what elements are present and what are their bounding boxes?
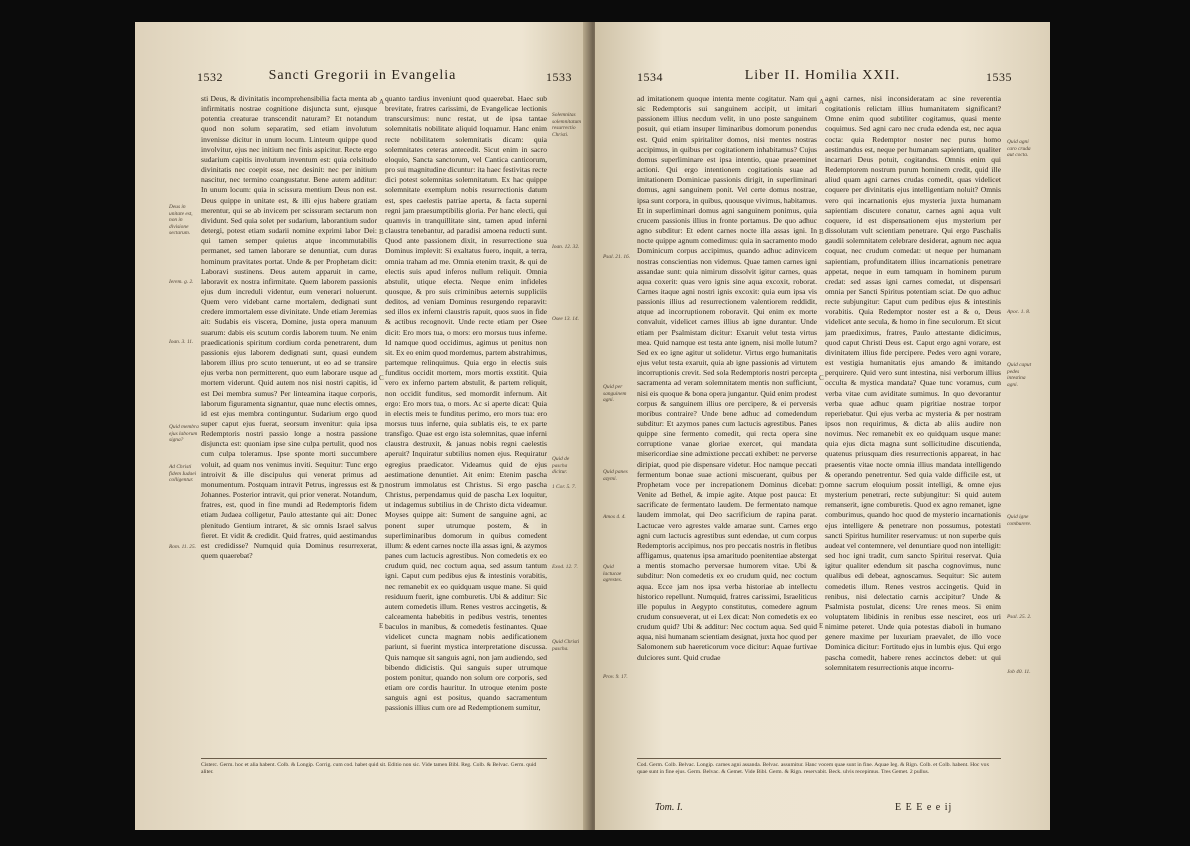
- margin-note: Quid membra ejus laborum signa?: [169, 424, 199, 444]
- section-letter: B: [379, 228, 384, 236]
- left-page-column-1: sti Deus, & divinitatis incomprehensibilia facta menta ab infirmitatis nostrae cognitione disjuncta sunt, ejusque potentia creaturae transcendit naturam? Et notandum quod non solum separatim, sed etiam involutum invenisse dicitur in unum locum. Linteum quippe quod involvitur, ejus nec initium nec finis aspicitur. Recte ergo sudarium capitis involutum inventum est: quia celsitudo divinitatis nec coepit esse, nec desinit: nec per initium nascitur, nec termino coangustatur. Bene autem additur: In unum locum: quia in scissura mentium Deus non est. Deus quippe in unitate est, & illi ejus habere gratiam merentur, qui se ab invicem per scissuram sectarum non dividunt. Sed quia solet per sudarium, laborantium sudor detergi, potest etiam sudarii nomine exprimi labor Dei: qui tamen semper quietus atque incommutabilis permanet, sed tamen laborare se denuntiat, cum duras hominum pravitates portat. Unde & per Prophetam dicit: Laboravi sustinens. Deus autem apparuit in carne, laboravit ex nostra infirmitate. Quem laborem passionis ejus dum increduli videntur, eum venerari noluerunt. Quem vero videbant carne mortalem, dedignati sunt credere immortalem esse divinitate. Unde etiam Jeremias ait: Sudabis eis viscera, Domine, justa opera manuum suarum: dabis eis scutum cordis laborem tuum. Ne enim praedicationis spiritum cordium corda penetrarent, dum passionis ejus laborem dedignati sunt, quasi eundem laborem illius pro scuto tenuerunt, ut eo ad se transire ejus verba non permitterent, quo eum laborare usque ad mortem viderunt. Quid autem nos nisi nostri capitis, id est Dei membra sumus? Per linteamina itaque corporis, laborum figuramenta signantur, quae nunc electis omnes, id est ejus membra continguntur. Sudarium ergo quod super caput ejus fuerat, seorsum invenitur: quia ipsa Redemptoris nostri passio longe a nostra passione disjuncta est: quoniam ipse sine culpa pertulit, quod nos cum culpa toleramus. Ipse sponte morti succumbere voluit, ad quam nos venimus inviti. Sequitur: Tunc ergo introivit & ille discipulus qui venerat primus ad monumentum. Postquam intravit Petrus, ingressus est & Johannes. Posterior intravit, qui prior venerat. Notandum, fratres, est, quod in fine mundi ad Redemptoris fidem etiam Judaea colligetur, Paulo attestante qui ait: Donec plenitudo Gentium intraret, & sic omnis Israel salvus fieret. Et vidit & credidit. Quid fratres, quid aestimandus est credidisse? Numquid quia Dominus resurrexerat, quem quaerebat?: [201, 94, 377, 561]
- margin-note: Rom. 11. 25.: [169, 544, 196, 550]
- margin-note: Apoc. 1. 8.: [1007, 309, 1031, 315]
- section-letter: D: [379, 482, 385, 490]
- section-letter: D: [819, 482, 825, 490]
- margin-note: Deus in unitate est, non in divisione sectarum.: [169, 204, 193, 237]
- page-number-1534: 1534: [637, 70, 663, 84]
- margin-note: Amos 4. 4.: [603, 514, 626, 520]
- margin-note: Quid lactucae agrestes.: [603, 564, 623, 584]
- page-number-1532: 1532: [197, 70, 223, 84]
- margin-note: Quid panes azymi.: [603, 469, 628, 482]
- margin-note: Quid igne comburere.: [1007, 514, 1032, 527]
- section-letter: C: [819, 374, 824, 382]
- footnote-rule: [637, 758, 1001, 759]
- margin-note: Quid caput pedes intestina agni.: [1007, 362, 1032, 388]
- left-footnotes: Cisterc. Germ. hoc et alia habent. Colb. & Longip. Corrig. cum cod. habet quid sit. Editio non sic. Vide tamen Bibl. Reg. Colb. & Belvac. Germ. quid aliter.: [201, 762, 537, 776]
- margin-note: 1 Cor. 5. 7.: [552, 484, 576, 490]
- margin-note: Psal. 21. 16.: [603, 254, 631, 260]
- running-head-right: [595, 70, 1050, 86]
- margin-note: Exod. 12. 7.: [552, 564, 578, 570]
- left-page-column-2: quanto tardius inveniunt quod quaerebat. Haec sub brevitate, fratres carissimi, de Evangelicae lectionis transcursimus: nunc restat, ut de ipsa tantae solemnitatis nobilitate aliquid loquamur. Hanc enim recte nobilitatem solemnitatis dicam: quia solemnitates ceteras antecedit. Sicut enim in sacro eloquio, Sancta sanctorum, vel Cantica canticorum, pro sui magnitudine dicuntur: ita haec festivitas recte dici potest solemnitas solemnitatum. Ex hac quippe solemnitate exemplum nobis resurrectionis datum est, spes caelestis patriae aperta, & facta superni regni jam praesumptibilis gloria. Per hanc electi, qui quamvis in tranquillitate sint, tamen apud inferni claustra tenebantur, ad paradisi amoena reducti sunt. Quod ante passionem dixit, in resurrectione sua Dominus implevit: Si exaltatus fuero, inquit, a terra, omnia traham ad me. Omnia etenim traxit, & qui de electis suis apud inferos nullum reliquit. Omnia abstulit, utique electa. Neque enim infideles quosque, & pro suis criminibus aeternis suppliciis deditos, ad veniam Dominus resurgendo reparavit: sed illos ex inferni claustris rapuit, quos suos in fide & actibus recognovit. Unde recte etiam per Osee dicit: Ero mors tua, o mors: ero morsus tuus inferne. Id namque quod occidimus, agimus ut penitus non sit. Ex eo enim quod mordemus, partem abstrahimus, partemque relinquimus. Quia ergo in electis suis funditus occidit mortem, mors mortis exstitit. Quia vero ex inferno partem abstulit, & partem reliquit, non occidit funditus, sed momordit infernum. Ait ergo: Ero mors tua, o mors. Ac si aperte dicat: Quia in electis meis te funditus perimo, ero mors tua: ero morsus tuus inferne, quia sublatis eis, te ex parte transfigo. Quae est ergo ista solemnitas, quae inferni claustra destruxit, & januas nobis regni caelestis aperuit? Inquiratur subtilius nomen ejus. Requiratur egregius praedicator. Videamus quid de ejus aestimatione denuntiet. Ait enim: Etenim pascha nostrum immolatus est Christus. Si ergo pascha Christus, perpendamus quid de pascha Lex loquitur, ut indagemus subtilius in de Christo dicta videamur. Moyses quippe ait: Sument de sanguine agni, ac ponent super utrumque postem, & in superliminaribus domorum in quibus comedent illum: & edent carnes nocte illa assas igni, & azymos panes cum lactucis agrestibus. Non comedetis ex eo crudum quid, nec coctum aqua, sed assum tantum igni. Caput cum pedibus ejus & intestinis vorabitis, nec remanebit ex eo quidquam usque mane. Si quid residuum fuerit, igne comburetis. Ubi & additur: Sic autem comedetis illum. Renes vestros accingetis, & calceamenta habebitis in pedibus vestris, tenentes baculos in manibus, & comedetis festinantes. Quae videlicet cuncta magnam nobis aedificationem pariunt, si fuerint mystica interpretatione discussa. Quis namque sit sanguis agni, non jam audiendo, sed bibendo didicistis. Qui sanguis super utrumque postem ponitur, quando non solum ore corporis, sed etiam ore cordis hauritur. In utroque etenim poste sanguis agni est positus, quando sacramentum passionis illius cum ore ad Redemptionem sumitur,: [385, 94, 547, 713]
- margin-note: Quid Christi pascha.: [552, 639, 580, 652]
- margin-note: Quid per sanguinem agni.: [603, 384, 627, 404]
- volume-signature: Tom. I.: [655, 802, 683, 813]
- margin-note: Quid agni caro cruda aut cocta.: [1007, 139, 1031, 159]
- page-number-1535: 1535: [986, 70, 1012, 84]
- sheet-mark: E E E e e ij: [895, 802, 953, 813]
- left-page: [135, 22, 590, 830]
- margin-note: Ioan. 12. 32.: [552, 244, 580, 250]
- right-page: [595, 22, 1050, 830]
- right-page-column-1: ad imitationem quoque intenta mente cogitatur. Nam qui sic Redemptoris sui sanguinem accipit, ut imitari passionem illius necdum velit, in uno poste sanguinem posuit, qui etiam insuper liminaribus domorum ponendus est. Quid enim spiritaliter domos, nisi mentes nostras accipimus, in quibus per cogitationem inhabitamus? Cujus domus superliminare est ipsa intentio, quae praeeminet actioni. Qui ergo intentionem cogitationis suae ad imitationem Dominicae passionis dirigit, in superliminari domus, agni sanguinem ponit. Vel certe domus nostrae, ipsa sunt corpora, in quibus, quousque vivimus, habitamus. Et in superliminari domus agni sanguinem ponimus, quia crucem passionis illius in fronte portamus. De quo adhuc agno subditur: Et edent carnes nocte illa assas igni. In nocte quippe agnum comedimus: quia in sacramento modo Dominicum corpus accipimus, quando adhuc adinvicem nostras conscientias non videmus. Quae tamen carnes igni assandae sunt: quia nimirum dissolvit igitur carnes, quas aqua coxerit: quas vero ignis sine aqua excoxit, roborat. Carnes itaque agni nostri ignis excoxit: quia eum ipsa vis passionis illius ad resurrectionem valentiorem reddidit, atque ad incorruptionem roboravit. Qui enim ex morte convaluit, videlicet carnes illius ab igne durantur. Unde etiam per Psalmistam dicitur: Exaruit velut testa virtus mea. Quid namque est testa ante ignem, nisi molle lutum? Sed ex eo igne agitur ut solidetur. Virtus ergo humanitatis ejus velut testa exaruit, quia ab igne passionis ad virtutem incorruptionis crevit. Sed sola Redemptoris nostri percepta sacramenta ad veram solemnitatem mentis non sufficiunt, nisi eis quoque & bona opera jungantur. Quid enim prodest corpus & sanguinem illius ore percipere, & ei perversis moribus contraire? Unde bene adhuc ad comedendum subditur: Et azymos panes cum lactucis agrestibus. Panes quippe sine fermento comedit, qui recta opera sine corruptione vanae gloriae exercet, qui mandata misericordiae sine admixtione peccati exhibet: ne perverse diripiat, quod pie dispensare videtur. Hoc namque peccati fermentum bonae suae actioni miscuerant, quibus per Prophetam voce per increpationem Dominus dicebat: Venite ad Bethel, & impie agite. Atque post pauca: Et sacrificate de fermentato laudem. De fermentato namque laudem immolat, qui Deo sacrificium de rapina parat. Lactucae vero agrestes valde amarae sunt. Carnes ergo agni cum lactucis agrestibus sunt edendae, ut cum corpus Redemptoris accipimus, nos pro peccatis nostris in fletibus affligamus, quatenus ipsa amaritudo poenitentiae abstergat a mentis stomacho perversae humorem vitae. Ubi & subditur: Non comedetis ex eo crudum quid, nec coctum aqua. Ecce jam nos ipsa verba historiae ab intellectu historico repellunt. Numquid, fratres carissimi, Israeliticus ille populus in Aegypto constitutus, comedere agnum crudum consueverat, ut ei Lex dicat: Non comedetis ex eo crudum quid? Ubi & additur: Nec coctum aqua. Sed quid aqua, nisi humanam scientiam designat, juxta hoc quod per Salomonem sub haereticorum voce dicitur: Aquae furtivae dulciores sunt. Quid crudae: [637, 94, 817, 662]
- margin-note: Ioan. 3. 11.: [169, 339, 194, 345]
- right-footnotes: Cod. Germ. Colb. Belvac. Longip. carnes agni assanda. Belvac. assumitur. Hanc vocem quae sunt in fine. Aquae Ieg. & Rign. Colb. et Colb. habent. Hoc vox quae sunt in fine ejus. Germ. Belvac. & Gemet. Vide Bibl. Germ. & Rign. reservabit. Beck. ulvis recepimus. Tres Gemet. 2 pullus.: [637, 762, 990, 776]
- margin-note: Ierem. g. 2.: [169, 279, 194, 285]
- section-letter: C: [379, 374, 384, 382]
- running-title-left: Sancti Gregorii in Evangelia: [268, 68, 457, 83]
- margin-note: Quid de pascha dicitur.: [552, 456, 570, 476]
- margin-note: Psal. 25. 2.: [1007, 614, 1032, 620]
- page-number-1533: 1533: [546, 70, 572, 84]
- section-letter: E: [819, 622, 824, 630]
- section-letter: E: [379, 622, 384, 630]
- section-letter: A: [819, 98, 825, 106]
- open-book: [135, 22, 1050, 830]
- margin-note: Solemnitas solemnitatum resurrectio Christi.: [552, 112, 582, 138]
- section-letter: B: [819, 228, 824, 236]
- margin-note: Prov. 9. 17.: [603, 674, 628, 680]
- margin-note: Job 40. 11.: [1007, 669, 1031, 675]
- footnote-rule: [201, 758, 547, 759]
- running-head-left: [135, 70, 590, 86]
- margin-note: Osee 13. 14.: [552, 316, 579, 322]
- running-title-right: Liber II. Homilia XXII.: [744, 68, 901, 83]
- right-page-column-2: agni carnes, nisi inconsideratam ac sine reverentia cogitationis relictam illius humanitatem significant? Omne enim quod subtiliter cogitamus, quasi mente coquimus. Sed agni caro nec cruda edenda est, nec aqua cocta: quia Redemptor noster nec purus homo aestimandus est, neque per humanam sapientiam, qualiter incarnari Deus potuit, cogitandus. Omnis enim qui Redemptorem nostrum purum hominem credit, quid ille aliud quam agni carnes crudas comedit, quas videlicet coquere per divinitatis ejus intelligentiam noluit? Omnis vero qui incarnationis ejus mysteria juxta humanam sapientiam discutere conatur, carnes agni aqua vult coquere, id est dispensationem ejus mysterium per dissolutam vult scientiam penetrare. Qui ergo Paschalis gaudii solemnitatem celebrare desiderat, agnum nec aqua coquat, nec crudum comedat: ut neque per humanam sapientiam, profunditatem illius incarnationis penetrare appetat, neque in eum tamquam in hominem purum credat: sed assas igni carnes comedat, ut dispensari omnia per Sancti Spiritus potentiam sciat. De quo adhuc recte subjungitur: Caput cum pedibus ejus & intestinis vorabitis. Quia Redemptor noster est a & o, Deus videlicet ante secula, & homo in fine seculorum. Et sicut jam praediximus, fratres, Paulo attestante didicimus, quod caput Christi Deus est. Caput ergo agni vorare, est divinitatem illius fide percipere. Pedes vero agni vorare, est vestigia humanitatis ejus amando & imitando perquirere. Quid vero sunt intestina, nisi verborum illius occulta & mystica mandata? Quae tunc voramus, cum verba vitae cum aviditate sumimus. In quo devorantur verba quae adhuc quam pigritiae nostrae torpor reperiebatur. Qui ejus verba ac mysteria & per nostram ipsos non requirimus, & dicta ab aliis audire non novimus. Nec remanebit ex eo quidquam usque mane: quia ejus dicta magna sunt sollicitudine discutienda, quatenus priusquam dies resurrectionis appareat, in hac praesentis vitae nocte omnia illius mandata intelligendo & operando penetrentur. Sed quia valde difficile est, ut omne sacrum eloquium possit intelligi, & omne ejus mysterium penetrari, recte subjungitur: Si quid autem remanserit, igne comburetis. Quod ex agno remanet, igne comburimus, quando hoc quod de mysterio incarnationis ejus intelligere & penetrare non possumus, potestati sancti Spiritus humiliter reservamus: ut non superbe quis audeat vel contemnere, vel denuntiare quod non intelligit: sed hoc igni tradit, cum sancto Spiritui reservat. Quia igitur qualiter edendum sit pascha cognovimus, nunc qualibus edi debeat, agnoscamus. Sequitur: Sic autem comedetis illum. Renes vestros accingetis. Quid in renibus, nisi delectatio carnis accipitur? Unde & Psalmista postulat, dicens: Ure renes meos. Si enim voluptatem libidinis in renibus esse nesciret, eos uri nimime peteret. Unde quia potestas diaboli in humano genere maxime per luxuriam praevalet, de illo voce Dominica dicitur: Fortitudo ejus in lumbis ejus. Qui ergo pascha comedit, habere renes accinctos debet: ut qui solemnitatem resurrectionis atque incorru-: [825, 94, 1001, 672]
- margin-note: Ad Christi fidem Iudaei colligentur.: [169, 464, 197, 484]
- section-letter: A: [379, 98, 385, 106]
